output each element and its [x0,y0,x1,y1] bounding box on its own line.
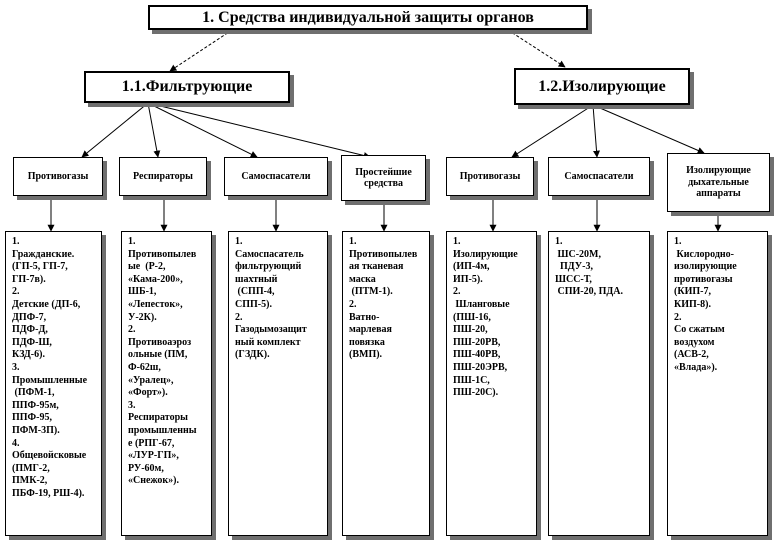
arrow-root-isolating [508,30,565,67]
list-gas-masks-isolating: 1. Изолирующие (ИП-4м, ИП-5). 2. Шланговые (ПШ-16, ПШ-20, ПШ-20РВ, ПШ-40РВ, ПШ-20ЭРВ, ПШ-1С, ПШ-20С). [446,231,537,536]
category-label: Самоспасатели [564,170,634,182]
category-label: Противогазы [459,170,521,182]
category-label: Изолирующие дыхательные аппараты [686,165,751,200]
list-self-rescuers-isolating: 1. ШС-20М, ПДУ-3, ШСС-Т, СПИ-20, ПДА. [548,231,650,536]
arrow-filtering-cat3 [148,103,257,157]
list-gas-masks-filtering: 1. Гражданские. (ГП-5, ГП-7, ГП-7в). 2. Детские (ДП-6, ДПФ-7, ПДФ-Д, ПДФ-Ш, КЗД-6). 3. Промышленные (ПФМ-1, ППФ-95м, ППФ-95, ПФМ-3П). 4. Общевойсковые (ПМГ-2, ПМК-2, ПБФ-19, РШ-4). [5,231,102,536]
category-self-rescuers-isolating [548,157,650,196]
category-breathing-apparatus [667,153,770,212]
root-title: 1. Средства индивидуальной защиты органов [202,8,534,26]
arrow-filtering-cat4 [148,103,370,157]
group-isolating-box [514,68,690,105]
group-filtering-title: 1.1.Фильтрующие [121,78,253,95]
arrow-root-filtering [170,30,232,71]
group-filtering-box [84,71,290,103]
group-isolating-title: 1.2.Изолирующие [538,77,666,95]
category-simple-means [341,155,426,201]
list-respirators: 1. Противопылев ые (Р-2, «Кама-200», ШБ-1, «Лепесток», У-2К). 2. Противоаэроз ольные (ПМ, Ф-62ш, «Уралец», «Форт»). 3. Респираторы промышленны е (РПГ-67, «ЛУР-ГП», РУ-60м, «Снежок»). [121,231,212,536]
category-self-rescuers-filtering [224,157,328,196]
list-breathing-apparatus: 1. Кислородно- изолирующие противогазы (КИП-7, КИП-8). 2. Со сжатым воздухом (АСВ-2, «Влада»). [667,231,768,536]
category-label: Самоспасатели [241,170,311,182]
list-simple-means: 1. Противопылев ая тканевая маска (ПТМ-1). 2. Ватно- марлевая повязка (ВМП). [342,231,430,536]
arrow-filtering-cat1 [82,103,148,157]
arrow-filtering-cat2 [148,103,158,157]
category-label: Простейшие средства [355,166,412,189]
category-respirators [119,157,207,196]
arrow-isolating-cat5 [512,105,593,157]
arrow-isolating-cat6 [593,105,597,157]
root-title-box [148,5,588,30]
category-label: Респираторы [133,170,193,182]
category-gas-masks-filtering [13,157,103,196]
category-gas-masks-isolating [446,157,534,196]
list-self-rescuers-filtering: 1. Самоспасатель фильтрующий шахтный (СПП-4, СПП-5). 2. Газодымозащит ный комплект (ГЗДК). [228,231,328,536]
category-label: Противогазы [27,170,89,182]
arrow-isolating-cat7 [593,105,704,153]
